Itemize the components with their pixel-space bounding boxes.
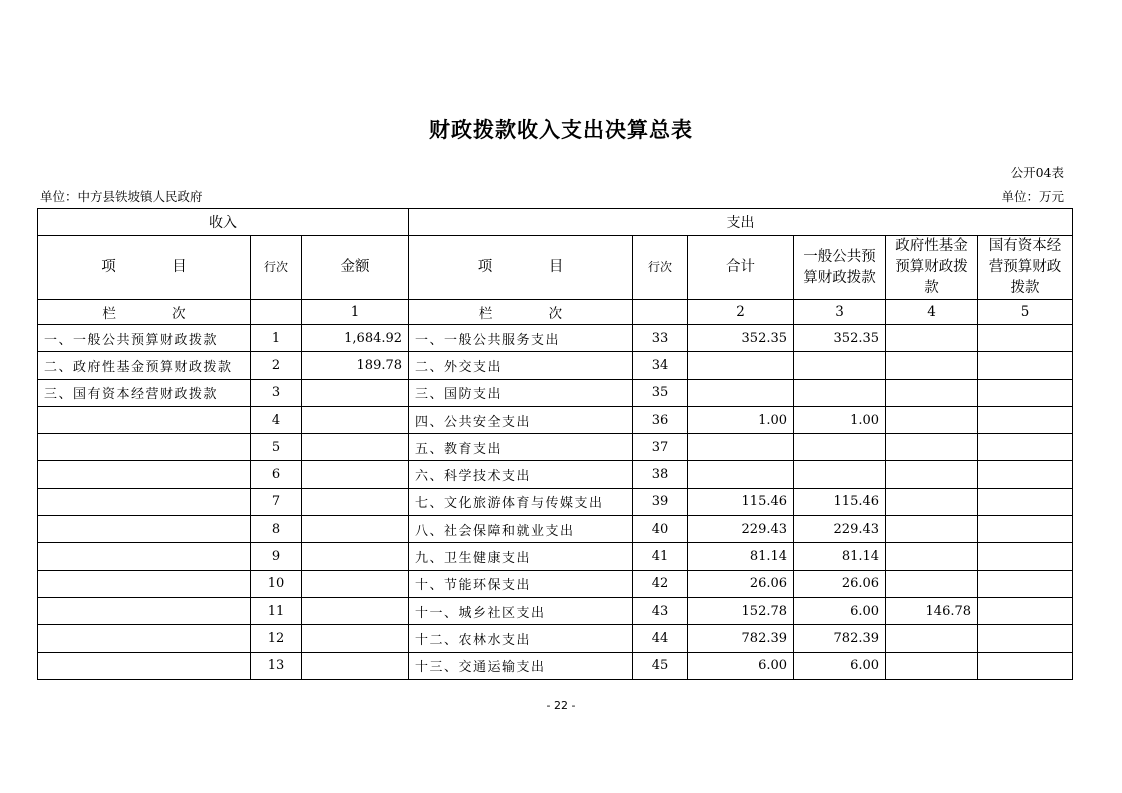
gov-fund-cell xyxy=(886,434,978,461)
expense-row-no-cell: 37 xyxy=(633,434,688,461)
total-cell xyxy=(688,434,794,461)
total-cell: 229.43 xyxy=(688,516,794,543)
column-number-total: 2 xyxy=(688,300,794,325)
income-item-cell xyxy=(38,652,251,679)
general-budget-cell: 6.00 xyxy=(794,597,886,624)
total-cell xyxy=(688,352,794,379)
income-item-cell xyxy=(38,597,251,624)
gov-fund-cell: 146.78 xyxy=(886,597,978,624)
column-number-capital: 5 xyxy=(978,300,1073,325)
general-budget-cell: 1.00 xyxy=(794,406,886,433)
gov-fund-cell xyxy=(886,488,978,515)
expense-item-header: 项 目 xyxy=(409,236,633,300)
general-budget-cell: 81.14 xyxy=(794,543,886,570)
table-row xyxy=(38,543,1073,570)
expense-item-cell: 十、节能环保支出 xyxy=(409,570,633,597)
income-row-no-cell: 7 xyxy=(251,488,302,515)
table-row xyxy=(38,570,1073,597)
state-capital-cell xyxy=(978,434,1073,461)
gov-fund-cell xyxy=(886,625,978,652)
income-amount-cell xyxy=(302,406,409,433)
state-capital-cell xyxy=(978,570,1073,597)
income-item-cell xyxy=(38,625,251,652)
form-code: 公开04表 xyxy=(1010,165,1064,180)
total-cell xyxy=(688,461,794,488)
state-capital-cell xyxy=(978,488,1073,515)
expense-item-cell: 五、教育支出 xyxy=(409,434,633,461)
expense-row-no-cell: 33 xyxy=(633,325,688,352)
table-row xyxy=(38,516,1073,543)
income-row-no-cell: 8 xyxy=(251,516,302,543)
expense-item-cell: 四、公共安全支出 xyxy=(409,406,633,433)
income-item-cell xyxy=(38,461,251,488)
income-row-no-cell: 11 xyxy=(251,597,302,624)
expense-row-no-cell: 40 xyxy=(633,516,688,543)
expense-group-header: 支出 xyxy=(409,209,1073,236)
gov-fund-cell xyxy=(886,379,978,406)
column-number-general: 3 xyxy=(794,300,886,325)
gov-fund-cell xyxy=(886,325,978,352)
total-cell: 352.35 xyxy=(688,325,794,352)
income-row-no-cell: 9 xyxy=(251,543,302,570)
column-label: 栏 次 xyxy=(38,300,251,325)
gov-fund-cell xyxy=(886,652,978,679)
income-amount-cell xyxy=(302,516,409,543)
state-capital-cell xyxy=(978,406,1073,433)
general-budget-cell xyxy=(794,352,886,379)
state-capital-cell xyxy=(978,325,1073,352)
expense-row-no-cell: 45 xyxy=(633,652,688,679)
state-capital-cell xyxy=(978,652,1073,679)
state-capital-header: 国有资本经营预算财政拨款 xyxy=(978,236,1073,300)
page-number: - 22 - xyxy=(546,699,576,712)
income-amount-cell xyxy=(302,543,409,570)
column-label-expense: 栏 次 xyxy=(409,300,633,325)
table-row xyxy=(38,652,1073,679)
total-cell: 26.06 xyxy=(688,570,794,597)
income-amount-header: 金额 xyxy=(302,236,409,300)
total-cell: 782.39 xyxy=(688,625,794,652)
expense-item-cell: 三、国防支出 xyxy=(409,379,633,406)
table-row xyxy=(38,461,1073,488)
total-cell: 115.46 xyxy=(688,488,794,515)
income-item-cell xyxy=(38,488,251,515)
income-group-header: 收入 xyxy=(38,209,409,236)
expense-row-no-cell: 34 xyxy=(633,352,688,379)
expense-row-no-cell: 43 xyxy=(633,597,688,624)
table-row xyxy=(38,406,1073,433)
state-capital-cell xyxy=(978,516,1073,543)
group-header-row xyxy=(38,209,1073,236)
expense-item-cell: 九、卫生健康支出 xyxy=(409,543,633,570)
page-title: 财政拨款收入支出决算总表 xyxy=(429,118,693,142)
expense-item-cell: 六、科学技术支出 xyxy=(409,461,633,488)
expense-row-no-cell: 36 xyxy=(633,406,688,433)
state-capital-cell xyxy=(978,352,1073,379)
table-row xyxy=(38,379,1073,406)
income-item-cell xyxy=(38,570,251,597)
general-budget-cell xyxy=(794,434,886,461)
gov-fund-cell xyxy=(886,461,978,488)
income-row-no-header: 行次 xyxy=(251,236,302,300)
table-row xyxy=(38,625,1073,652)
gov-fund-cell xyxy=(886,543,978,570)
income-row-no-cell: 5 xyxy=(251,434,302,461)
general-budget-cell: 229.43 xyxy=(794,516,886,543)
column-number-row xyxy=(38,300,1073,325)
expense-row-no-cell: 38 xyxy=(633,461,688,488)
expense-item-cell: 十二、农林水支出 xyxy=(409,625,633,652)
income-row-no-cell: 12 xyxy=(251,625,302,652)
column-number-amount: 1 xyxy=(302,300,409,325)
gov-fund-header: 政府性基金预算财政拨款 xyxy=(886,236,978,300)
expense-row-no-cell: 35 xyxy=(633,379,688,406)
income-row-no-cell: 1 xyxy=(251,325,302,352)
general-budget-cell xyxy=(794,379,886,406)
income-amount-cell xyxy=(302,434,409,461)
expense-row-no-cell: 39 xyxy=(633,488,688,515)
income-amount-cell xyxy=(302,461,409,488)
table-row xyxy=(38,325,1073,352)
expense-row-no-cell: 41 xyxy=(633,543,688,570)
income-row-no-cell: 2 xyxy=(251,352,302,379)
expense-item-cell: 八、社会保障和就业支出 xyxy=(409,516,633,543)
income-row-no-cell: 10 xyxy=(251,570,302,597)
table-row xyxy=(38,597,1073,624)
income-item-cell xyxy=(38,434,251,461)
income-item-cell: 一、一般公共预算财政拨款 xyxy=(38,325,251,352)
state-capital-cell xyxy=(978,379,1073,406)
income-amount-cell xyxy=(302,570,409,597)
reporting-unit: 单位：中方县铁坡镇人民政府 xyxy=(40,189,203,204)
column-number-blank xyxy=(251,300,302,325)
income-amount-cell xyxy=(302,488,409,515)
income-row-no-cell: 6 xyxy=(251,461,302,488)
column-header-row xyxy=(38,236,1073,300)
general-budget-cell xyxy=(794,461,886,488)
income-amount-cell: 1,684.92 xyxy=(302,325,409,352)
gov-fund-cell xyxy=(886,406,978,433)
total-cell xyxy=(688,379,794,406)
general-budget-header: 一般公共预算财政拨款 xyxy=(794,236,886,300)
table-row xyxy=(38,488,1073,515)
gov-fund-cell xyxy=(886,352,978,379)
state-capital-cell xyxy=(978,543,1073,570)
column-number-blank xyxy=(633,300,688,325)
general-budget-cell: 26.06 xyxy=(794,570,886,597)
income-item-cell xyxy=(38,543,251,570)
total-header: 合计 xyxy=(688,236,794,300)
income-amount-cell: 189.78 xyxy=(302,352,409,379)
total-cell: 1.00 xyxy=(688,406,794,433)
general-budget-cell: 6.00 xyxy=(794,652,886,679)
expense-item-cell: 十一、城乡社区支出 xyxy=(409,597,633,624)
income-amount-cell xyxy=(302,652,409,679)
expense-row-no-header: 行次 xyxy=(633,236,688,300)
income-amount-cell xyxy=(302,625,409,652)
general-budget-cell: 782.39 xyxy=(794,625,886,652)
income-row-no-cell: 3 xyxy=(251,379,302,406)
expense-item-cell: 七、文化旅游体育与传媒支出 xyxy=(409,488,633,515)
state-capital-cell xyxy=(978,625,1073,652)
income-amount-cell xyxy=(302,597,409,624)
income-item-cell xyxy=(38,406,251,433)
income-amount-cell xyxy=(302,379,409,406)
total-cell: 81.14 xyxy=(688,543,794,570)
currency-unit: 单位：万元 xyxy=(1001,189,1064,204)
income-row-no-cell: 4 xyxy=(251,406,302,433)
income-item-cell: 三、国有资本经营财政拨款 xyxy=(38,379,251,406)
expense-row-no-cell: 42 xyxy=(633,570,688,597)
general-budget-cell: 115.46 xyxy=(794,488,886,515)
state-capital-cell xyxy=(978,597,1073,624)
total-cell: 152.78 xyxy=(688,597,794,624)
state-capital-cell xyxy=(978,461,1073,488)
expense-item-cell: 二、外交支出 xyxy=(409,352,633,379)
income-item-header: 项 目 xyxy=(38,236,251,300)
income-item-cell xyxy=(38,516,251,543)
gov-fund-cell xyxy=(886,570,978,597)
budget-table xyxy=(37,208,1073,680)
expense-item-cell: 一、一般公共服务支出 xyxy=(409,325,633,352)
total-cell: 6.00 xyxy=(688,652,794,679)
income-item-cell: 二、政府性基金预算财政拨款 xyxy=(38,352,251,379)
expense-row-no-cell: 44 xyxy=(633,625,688,652)
table-row xyxy=(38,352,1073,379)
expense-item-cell: 十三、交通运输支出 xyxy=(409,652,633,679)
table-row xyxy=(38,434,1073,461)
income-row-no-cell: 13 xyxy=(251,652,302,679)
general-budget-cell: 352.35 xyxy=(794,325,886,352)
gov-fund-cell xyxy=(886,516,978,543)
column-number-fund: 4 xyxy=(886,300,978,325)
